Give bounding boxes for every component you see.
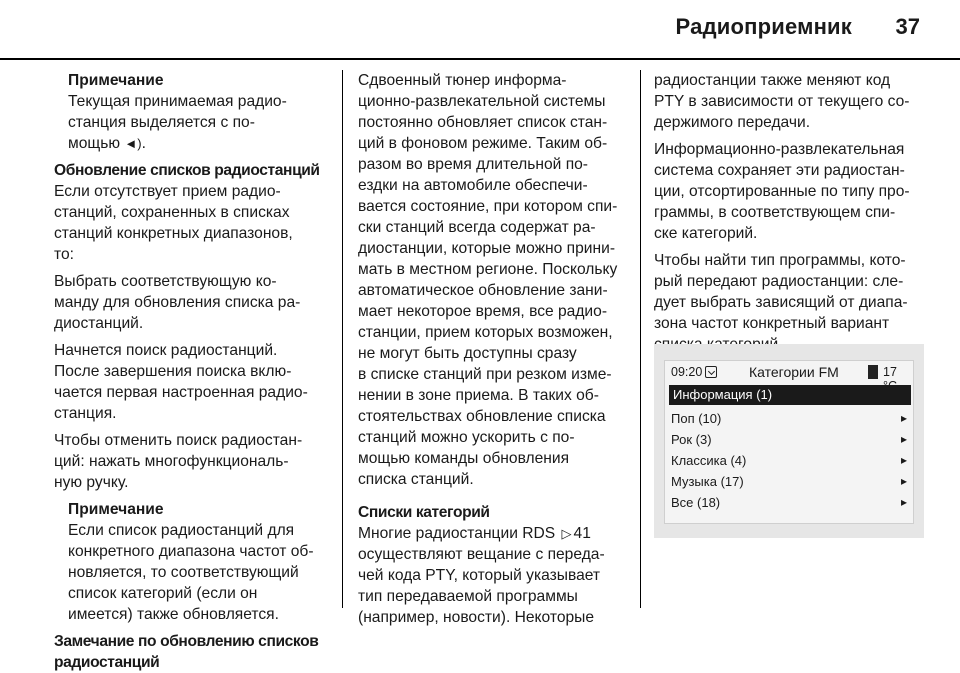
note-title: Примечание (68, 72, 164, 89)
text-line: мощью ◄). (68, 135, 146, 152)
category-item[interactable]: Классика (4) ▸ (671, 453, 907, 468)
paragraph: Информационно-развлекательная система сохраняет эти радиостан- ции, отсортированные по типу про- граммы, в соответствующем спи- ске категорий. (654, 141, 910, 242)
note-block (54, 70, 330, 154)
paragraph: Начнется поиск радиостанций. После завершения поиска вклю- чается первая настроенная радио- станция. (54, 342, 308, 422)
paragraph: Чтобы отменить поиск радиостан- ций: нажать многофункциональ- ную ручку. (54, 432, 303, 491)
paragraph: Чтобы найти тип программы, кото- рый передают радиостанции: сле- дует выбрать зависящий от диапа- зона частот конкретный вариант (654, 252, 908, 332)
chevron-right-icon: ▸ (900, 411, 907, 425)
speaker-icon: ◄) (124, 136, 142, 151)
paragraph: радиостанции также меняют код PTY в зависимости от текущего со- держимого передачи. (654, 72, 910, 131)
column-3 (654, 70, 924, 361)
temperature: 17 (883, 365, 897, 379)
paragraph: Если отсутствует прием радио- станций, сохраненных в списках станций конкретных диапазонов, то: (54, 183, 293, 263)
chevron-right-icon: ▸ (900, 474, 907, 488)
column-divider (640, 70, 641, 608)
header-rule (0, 58, 960, 60)
clock-time: 09:20 (671, 365, 703, 379)
page-ref-link[interactable]: 41 (573, 525, 591, 542)
chevron-right-icon: ▸ (900, 453, 907, 467)
note-title: Примечание (68, 501, 164, 518)
chevron-right-icon: ▸ (900, 432, 907, 446)
section-heading: Замечание по обновлению списков радиостанций (54, 633, 319, 671)
paragraph: Выбрать соответствующую ко- манду для обновления списка ра- диостанций. (54, 273, 301, 332)
status-bar (665, 361, 913, 385)
selected-category[interactable]: Информация (1) (669, 385, 911, 405)
phone-icon (868, 365, 878, 379)
category-item[interactable]: Рок (3) ▸ (671, 432, 907, 447)
chevron-right-icon: ▸ (900, 495, 907, 509)
category-item[interactable]: Поп (10) ▸ (671, 411, 907, 426)
column-2 (358, 70, 628, 634)
category-item[interactable]: Все (18) ▸ (671, 495, 907, 510)
paragraph: Сдвоенный тюнер информа- ционно-развлекательной системы постоянно обновляет список стан- ций в фоновом режиме. Таким об- разом во время длительной по- ездки на автомобиле обеспечи- вается состояние, при котором спи- ски станций всегда содержат ра- диостанции, которые можно прини- мать в местном регионе. Поскольку автоматическое обновление зани- мает некоторое время, все радио- станции, прием которых возможен, не могут быть доступны сразу в списке станций при резком изме- нении в зоне приема. В таких об- стоятельствах обновление списка станций можно ускорить с по- мощью команды обновления списка станций. (358, 72, 618, 488)
text-line: станция выделяется с по- (68, 114, 255, 131)
page-number: 37 (895, 14, 920, 39)
column-divider (342, 70, 343, 608)
display-screenshot (654, 344, 924, 538)
page-header (0, 0, 960, 60)
check-icon (705, 366, 717, 378)
section-heading: Обновление списков радиостанций (54, 162, 320, 179)
text-line: Текущая принимаемая радио- (68, 93, 287, 110)
chapter-title: Радиоприемник (675, 14, 852, 39)
screen-title: Категории FM (749, 364, 839, 380)
page-ref-icon: ▷ (561, 526, 572, 541)
column-1 (54, 70, 330, 673)
category-item[interactable]: Музыка (17) ▸ (671, 474, 907, 489)
paragraph: Многие радиостанции RDS ▷ 41 осуществляют вещание с переда- чей кода PTY, который указывает тип передаваемой программы (например, новости). Некоторые (358, 525, 605, 626)
note-block: Примечание Если список радиостанций для конкретного диапазона частот об- новляется, то соответствующий список категорий (если он имеется) также обновляется. (54, 499, 330, 625)
section-heading: Списки категорий (358, 504, 490, 521)
infotainment-screen (664, 360, 914, 524)
